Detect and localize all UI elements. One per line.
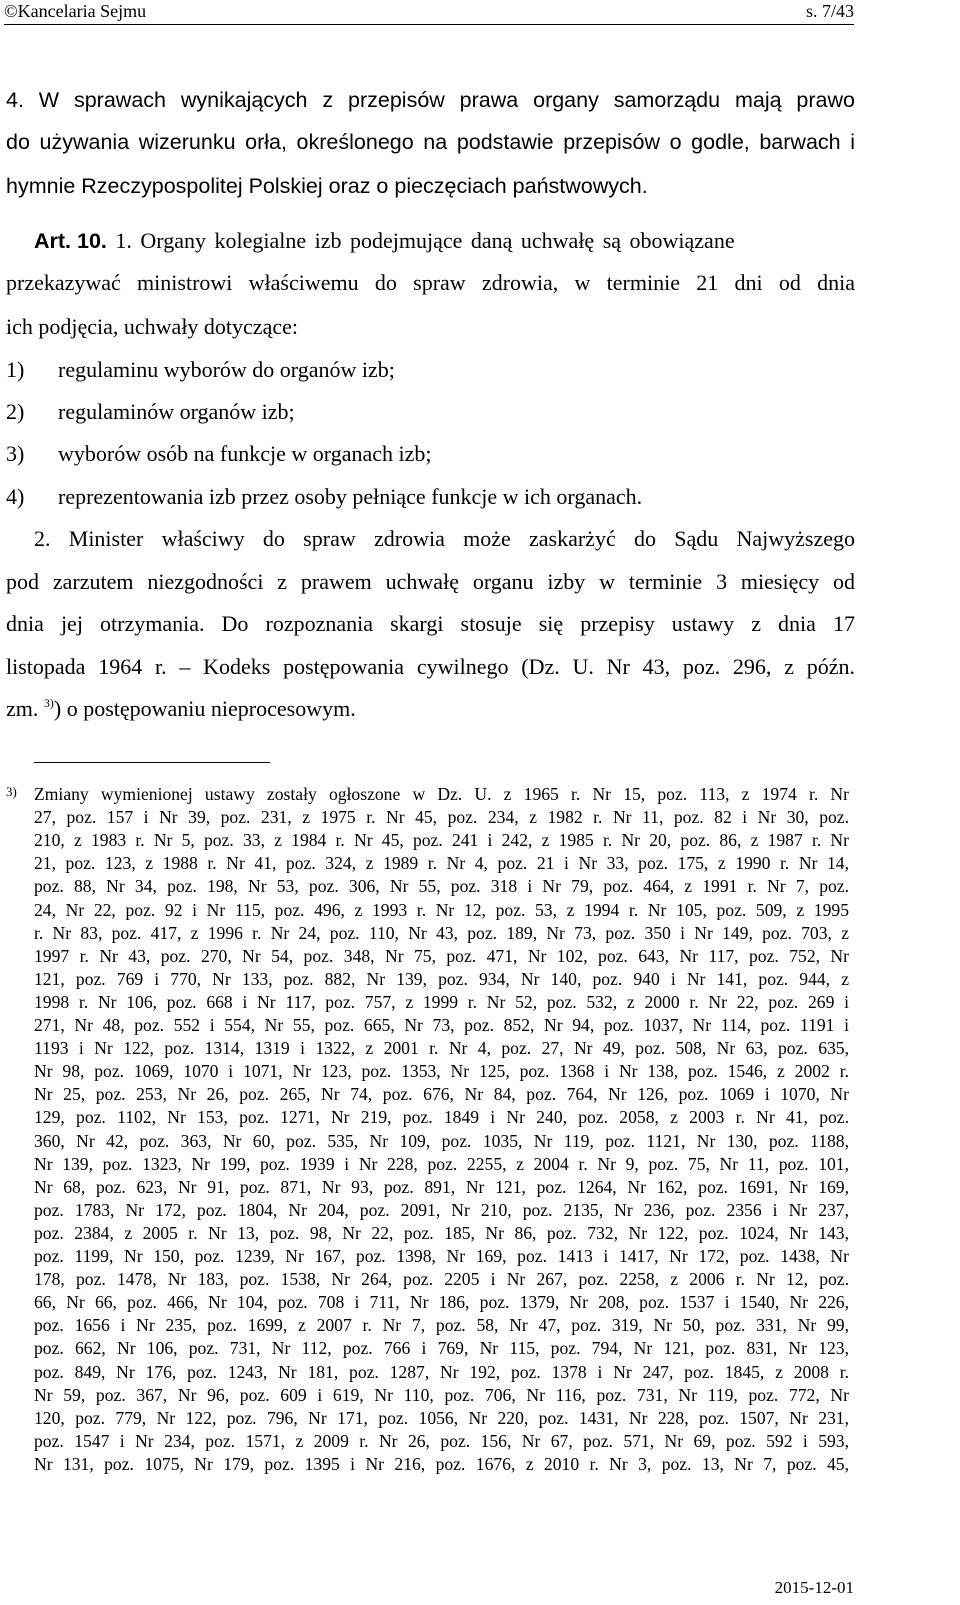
footnote-line: 210, z 1983 r. Nr 5, poz. 33, z 1984 r. Nr 45, poz. 241 i 242, z 1985 r. Nr 20, poz. 86, z 1987 r. Nr bbox=[34, 830, 849, 851]
list-item bbox=[6, 357, 395, 383]
para2-last-end: ) o postępowaniu nieprocesowym. bbox=[53, 696, 356, 721]
list-item-num: 4) bbox=[6, 484, 25, 509]
footnote-line: Nr 68, poz. 623, Nr 91, poz. 871, Nr 93, poz. 891, Nr 121, poz. 1264, Nr 162, poz. 1691, Nr 169, bbox=[34, 1176, 849, 1197]
footnote-line: poz. 849, Nr 176, poz. 1243, Nr 181, poz. 1287, Nr 192, poz. 1378 i Nr 247, poz. 1845, z 2008 r. bbox=[34, 1361, 849, 1382]
footnote-line: Nr 131, poz. 1075, Nr 179, poz. 1395 i Nr 216, poz. 1676, z 2010 r. Nr 3, poz. 13, Nr 7, poz. 45, bbox=[34, 1453, 849, 1474]
footnote-line: 1998 r. Nr 106, poz. 668 i Nr 117, poz. 757, z 1999 r. Nr 52, poz. 532, z 2000 r. Nr 22, poz. 269 i bbox=[34, 991, 849, 1012]
footnote-line: poz. 1783, Nr 172, poz. 1804, Nr 204, poz. 2091, Nr 210, poz. 2135, Nr 236, poz. 2356 i Nr 237, bbox=[34, 1199, 849, 1220]
footnote-line: Nr 59, poz. 367, Nr 96, poz. 609 i 619, Nr 110, poz. 706, Nr 116, poz. 731, Nr 119, poz. 772, Nr bbox=[34, 1384, 849, 1405]
footnote-separator bbox=[34, 762, 270, 763]
para4-line-2: do używania wizerunku orła, określonego na podstawie przepisów o godle, barwach i bbox=[6, 130, 855, 154]
footnote-line: 24, Nr 22, poz. 92 i Nr 115, poz. 496, z 1993 r. Nr 12, poz. 53, z 1994 r. Nr 105, poz. 509, z 1995 bbox=[34, 899, 849, 920]
footnote-line: 360, Nr 42, poz. 363, Nr 60, poz. 535, Nr 109, poz. 1035, Nr 119, poz. 1121, Nr 130, poz. 1188, bbox=[34, 1130, 849, 1151]
para2-line-2: pod zarzutem niezgodności z prawem uchwałę organu izby w terminie 3 miesięcy od bbox=[6, 569, 855, 594]
footnote-line: Nr 98, poz. 1069, 1070 i 1071, Nr 123, poz. 1353, Nr 125, poz. 1368 i Nr 138, poz. 1546, z 2002 r. bbox=[34, 1061, 849, 1082]
art10-intro-3: ich podjęcia, uchwały dotyczące: bbox=[6, 314, 298, 339]
list-item-text: regulaminów organów izb; bbox=[58, 399, 295, 424]
art10-first-line bbox=[34, 228, 855, 254]
para2-line-3: dnia jej otrzymania. Do rozpoznania skargi stosuje się przepisy ustawy z dnia 17 bbox=[6, 611, 855, 636]
page-number: s. 7/43 bbox=[805, 1, 854, 21]
footnote-line: r. Nr 83, poz. 417, z 1996 r. Nr 24, poz. 110, Nr 43, poz. 189, Nr 73, poz. 350 i Nr 149, poz. 703, z bbox=[34, 922, 849, 943]
list-item-num: 3) bbox=[6, 441, 25, 466]
para4-line-1: 4. W sprawach wynikających z przepisów prawa organy samorządu mają prawo bbox=[6, 88, 855, 112]
footnote-line: poz. 2384, z 2005 r. Nr 13, poz. 98, Nr 22, poz. 185, Nr 86, poz. 732, Nr 122, poz. 1024, Nr 143, bbox=[34, 1222, 849, 1243]
footnote-line: poz. 1199, Nr 150, poz. 1239, Nr 167, poz. 1398, Nr 169, poz. 1413 i 1417, Nr 172, poz. 1438, Nr bbox=[34, 1246, 849, 1266]
para2-line-1: 2. Minister właściwy do spraw zdrowia może zaskarżyć do Sądu Najwyższego bbox=[34, 526, 855, 551]
para4-line-3: hymnie Rzeczypospolitej Polskiej oraz o pieczęciach państwowych. bbox=[6, 174, 648, 198]
para2-last-start: zm. bbox=[6, 696, 39, 721]
page-header bbox=[4, 0, 854, 25]
list-item bbox=[6, 441, 432, 467]
header-source: ©Kancelaria Sejmu bbox=[4, 1, 147, 21]
footnote-line: 27, poz. 157 i Nr 39, poz. 231, z 1975 r. Nr 45, poz. 234, z 1982 r. Nr 11, poz. 82 i Nr 30, poz. bbox=[34, 807, 849, 828]
footnote-line: 1997 r. Nr 43, poz. 270, Nr 54, poz. 348, Nr 75, poz. 471, Nr 102, poz. 643, Nr 117, poz. 752, Nr bbox=[34, 945, 849, 966]
para2-line-4: listopada 1964 r. – Kodeks postępowania cywilnego (Dz. U. Nr 43, poz. 296, z późn. bbox=[6, 654, 855, 679]
list-item-text: regulaminu wyborów do organów izb; bbox=[58, 357, 395, 382]
art10-intro-2: przekazywać ministrowi właściwemu do spraw zdrowia, w terminie 21 dni od dnia bbox=[6, 270, 855, 295]
footnote-line: 121, poz. 769 i 770, Nr 133, poz. 882, Nr 139, poz. 934, Nr 140, poz. 940 i Nr 141, poz. 944, z bbox=[34, 968, 849, 989]
list-item bbox=[6, 484, 642, 510]
footnote-line: poz. 1547 i Nr 234, poz. 1571, z 2009 r. Nr 26, poz. 156, Nr 67, poz. 571, Nr 69, poz. 592 i 593, bbox=[34, 1430, 849, 1451]
footnote-line: Zmiany wymienionej ustawy zostały ogłoszone w Dz. U. z 1965 r. Nr 15, poz. 113, z 1974 r. Nr bbox=[34, 784, 849, 804]
footnote-line: poz. 1656 i Nr 235, poz. 1699, z 2007 r. Nr 7, poz. 58, Nr 47, poz. 319, Nr 50, poz. 331, Nr 99, bbox=[34, 1315, 849, 1336]
footnote-line: 66, Nr 66, poz. 466, Nr 104, poz. 708 i 711, Nr 186, poz. 1379, Nr 208, poz. 1537 i 1540, Nr 226, bbox=[34, 1292, 849, 1313]
list-item-num: 1) bbox=[6, 357, 25, 382]
footnote-mark: 3) bbox=[6, 784, 17, 799]
footnote-line: Nr 139, poz. 1323, Nr 199, poz. 1939 i Nr 228, poz. 2255, z 2004 r. Nr 9, poz. 75, Nr 11, poz. 101, bbox=[34, 1153, 849, 1174]
list-item-text: wyborów osób na funkcje w organach izb; bbox=[58, 441, 432, 466]
footnote-line: 178, poz. 1478, Nr 183, poz. 1538, Nr 264, poz. 2205 i Nr 267, poz. 2258, z 2006 r. Nr 12, poz. bbox=[34, 1269, 849, 1290]
footnote-line: 1193 i Nr 122, poz. 1314, 1319 i 1322, z 2001 r. Nr 4, poz. 27, Nr 49, poz. 508, Nr 63, poz. 635, bbox=[34, 1038, 849, 1059]
list-item bbox=[6, 399, 295, 425]
footnote-line: 21, poz. 123, z 1988 r. Nr 41, poz. 324, z 1989 r. Nr 4, poz. 21 i Nr 33, poz. 175, z 1990 r. Nr 14, bbox=[34, 853, 849, 874]
footnote-line: 129, poz. 1102, Nr 153, poz. 1271, Nr 219, poz. 1849 i Nr 240, poz. 2058, z 2003 r. Nr 41, poz. bbox=[34, 1107, 849, 1128]
list-item-text: reprezentowania izb przez osoby pełniące funkcje w ich organach. bbox=[58, 484, 643, 509]
footnote-line: poz. 88, Nr 34, poz. 198, Nr 53, poz. 306, Nr 55, poz. 318 i Nr 79, poz. 464, z 1991 r. Nr 7, poz. bbox=[34, 876, 849, 897]
footer-date: 2015-12-01 bbox=[774, 1578, 854, 1597]
art10-heading: Art. 10. bbox=[34, 229, 107, 253]
footnote-line: poz. 662, Nr 106, poz. 731, Nr 112, poz. 766 i 769, Nr 115, poz. 794, Nr 121, poz. 831, Nr 123, bbox=[34, 1338, 849, 1359]
footnote-line: 271, Nr 48, poz. 552 i 554, Nr 55, poz. 665, Nr 73, poz. 852, Nr 94, poz. 1037, Nr 114, poz. 1191 i bbox=[34, 1015, 849, 1035]
list-item-num: 2) bbox=[6, 399, 25, 424]
footnote-ref[interactable]: 3) bbox=[43, 696, 54, 710]
art10-intro-1: 1. Organy kolegialne izb podejmujące daną uchwałę są obowiązane bbox=[106, 228, 735, 253]
para2-line-5 bbox=[6, 696, 356, 722]
footnote-line: 120, poz. 779, Nr 122, poz. 796, Nr 171, poz. 1056, Nr 220, poz. 1431, Nr 228, poz. 1507, Nr 231, bbox=[34, 1407, 849, 1428]
footnote-line: Nr 25, poz. 253, Nr 26, poz. 265, Nr 74, poz. 676, Nr 84, poz. 764, Nr 126, poz. 1069 i 1070, Nr bbox=[34, 1084, 849, 1105]
